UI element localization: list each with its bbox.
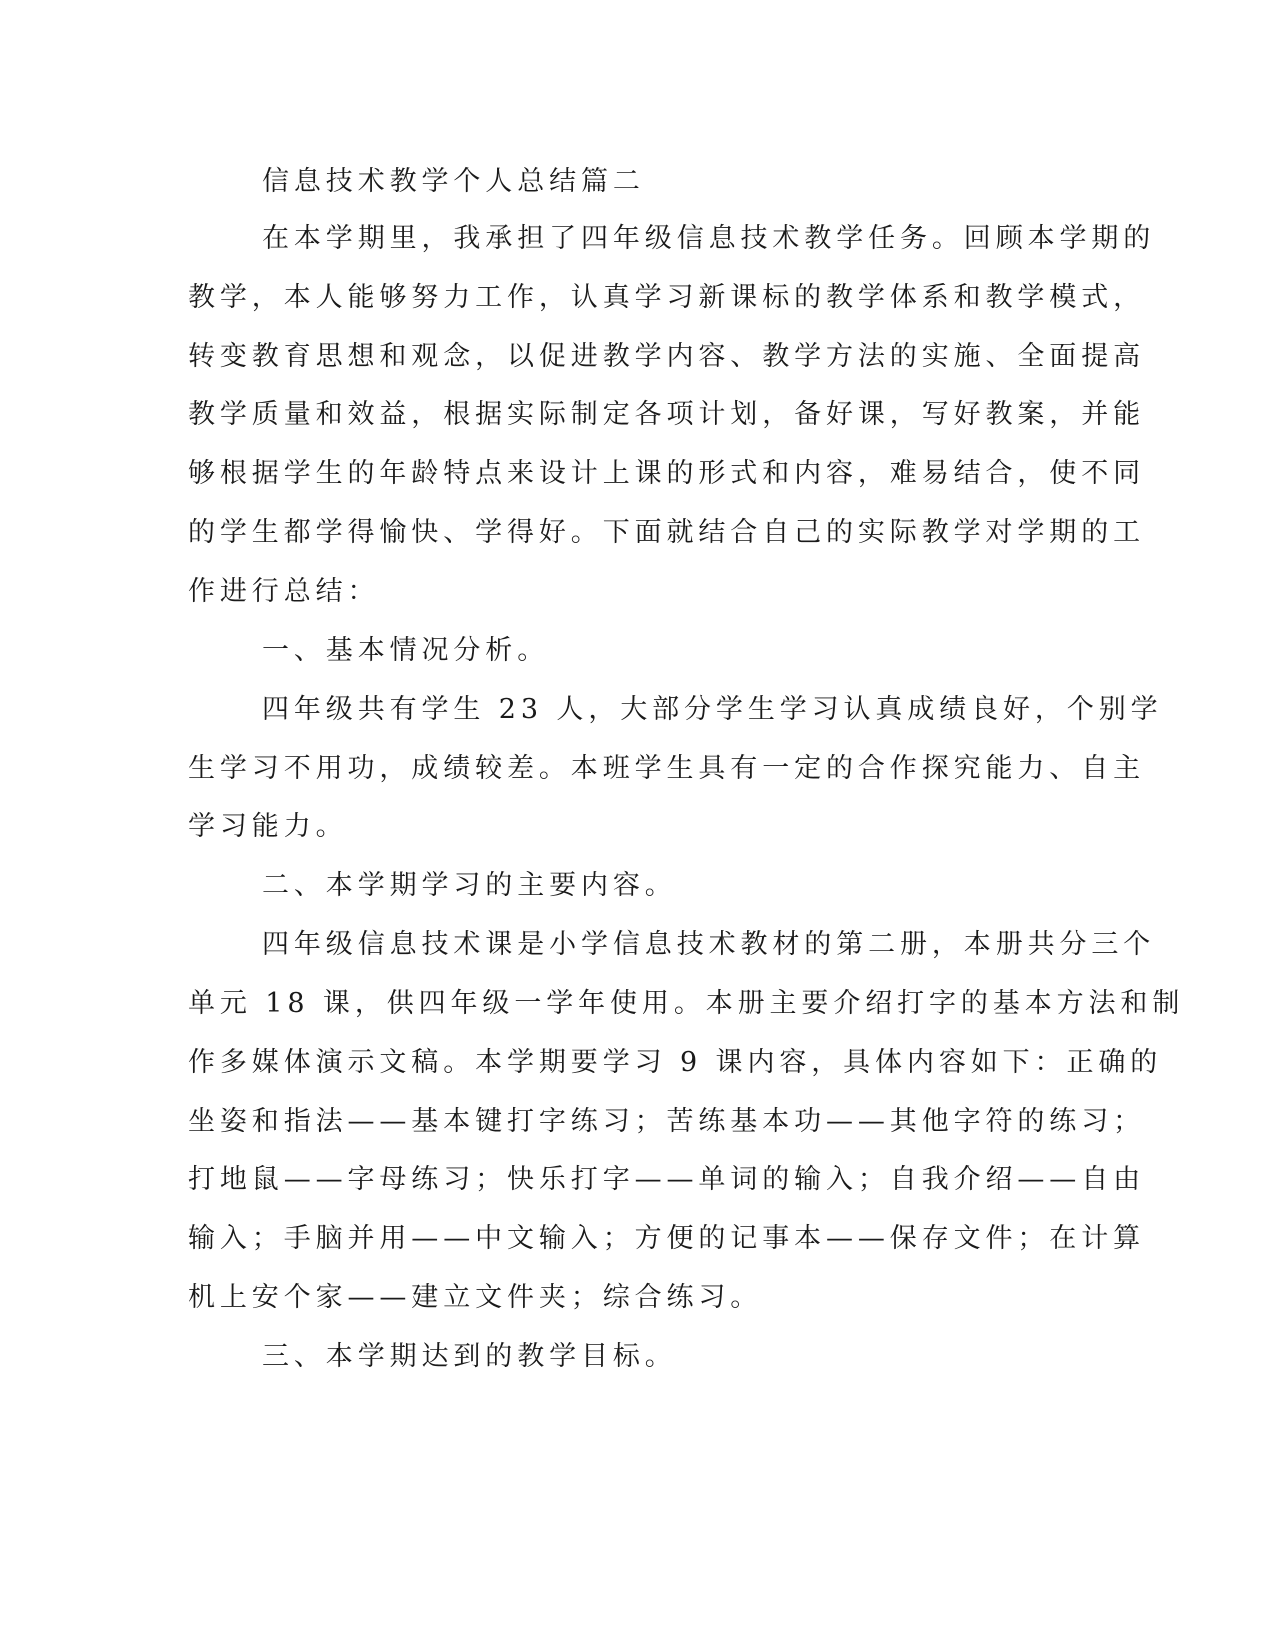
paragraph-3-line-4: 坐姿和指法——基本键打字练习；苦练基本功——其他字符的练习； bbox=[188, 1106, 1145, 1137]
paragraph-1-line-5: 够根据学生的年龄特点来设计上课的形式和内容，难易结合，使不同 bbox=[188, 458, 1145, 489]
paragraph-2-line-1: 四年级共有学生 23 人，大部分学生学习认真成绩良好，个别学 bbox=[262, 694, 1163, 725]
document-title: 信息技术教学个人总结篇二 bbox=[262, 166, 645, 197]
paragraph-3-line-1: 四年级信息技术课是小学信息技术教材的第二册，本册共分三个 bbox=[262, 929, 1156, 960]
paragraph-3-line-2: 单元 18 课，供四年级一学年使用。本册主要介绍打字的基本方法和制 bbox=[188, 988, 1185, 1019]
section-heading-1: 一、基本情况分析。 bbox=[262, 635, 550, 666]
paragraph-1-line-3: 转变教育思想和观念，以促进教学内容、教学方法的实施、全面提高 bbox=[188, 341, 1145, 372]
paragraph-1-line-4: 教学质量和效益，根据实际制定各项计划，备好课，写好教案，并能 bbox=[188, 399, 1145, 430]
paragraph-1-line-6: 的学生都学得愉快、学得好。下面就结合自己的实际教学对学期的工 bbox=[188, 517, 1145, 548]
section-heading-2: 二、本学期学习的主要内容。 bbox=[262, 870, 677, 901]
section-heading-3: 三、本学期达到的教学目标。 bbox=[262, 1341, 677, 1372]
paragraph-2-line-3: 学习能力。 bbox=[188, 811, 348, 842]
paragraph-3-line-6: 输入；手脑并用——中文输入；方便的记事本——保存文件；在计算 bbox=[188, 1223, 1145, 1254]
paragraph-1-line-1: 在本学期里，我承担了四年级信息技术教学任务。回顾本学期的 bbox=[262, 223, 1156, 254]
paragraph-1-line-2: 教学，本人能够努力工作，认真学习新课标的教学体系和教学模式， bbox=[188, 282, 1145, 313]
paragraph-3-line-3: 作多媒体演示文稿。本学期要学习 9 课内容，具体内容如下：正确的 bbox=[188, 1047, 1163, 1078]
paragraph-3-line-5: 打地鼠——字母练习；快乐打字——单词的输入；自我介绍——自由 bbox=[188, 1164, 1145, 1195]
paragraph-1-line-7: 作进行总结： bbox=[188, 576, 380, 607]
paragraph-2-line-2: 生学习不用功，成绩较差。本班学生具有一定的合作探究能力、自主 bbox=[188, 753, 1145, 784]
paragraph-3-line-7: 机上安个家——建立文件夹；综合练习。 bbox=[188, 1282, 763, 1313]
